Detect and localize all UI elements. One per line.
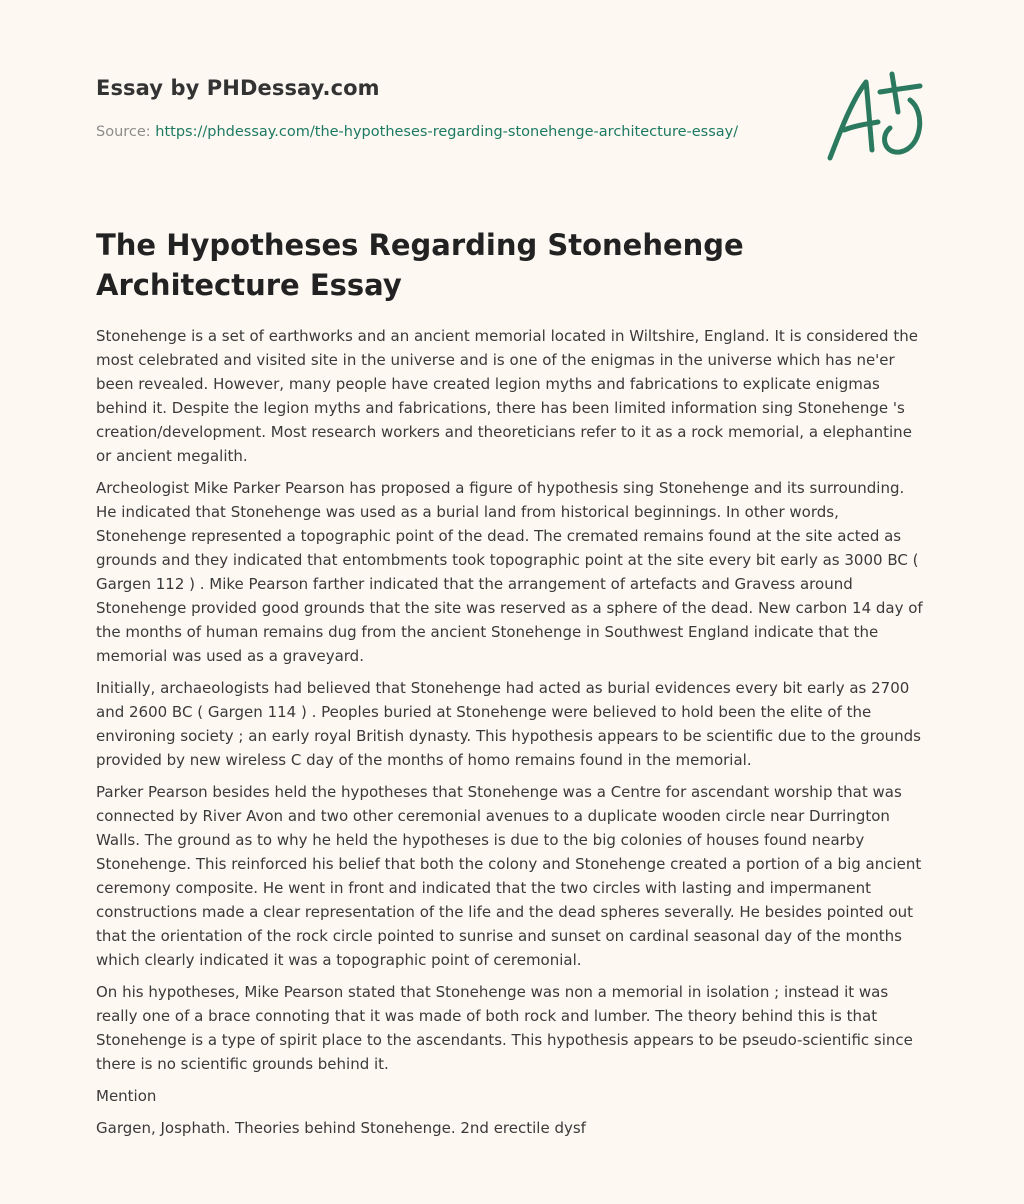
references-heading: Mention	[96, 1087, 157, 1105]
site-brand: Essay by PHDessay.com	[96, 76, 380, 100]
paragraph: On his hypotheses, Mike Pearson stated that Stonehenge was non a memorial in isolation ; instead it was really one of a brace connoting that it was made of both rock and lumber. The theory behind this is that Stonehenge is a type of spirit place to the ascendants. This hypothesis appears to be pseudo-scientific since there is no scientific grounds behind it.	[96, 983, 913, 1073]
essay-body	[96, 324, 928, 1148]
essay-title: The Hypotheses Regarding Stonehenge Architecture Essay	[96, 228, 744, 302]
paragraph: Archeologist Mike Parker Pearson has proposed a figure of hypothesis sing Stonehenge and its surrounding. He indicated that Stonehenge was used as a burial land from historical beginnings. In other words, Stonehenge represented a topographic point of the dead. The cremated remains found at the site acted as grounds and they indicated that entombments took topographic point at the site every bit early as 3000 BC ( Gargen 112 ) . Mike Pearson farther indicated that the arrangement of artefacts and Gravess around Stonehenge provided good grounds that the site was reserved as a sphere of the dead. New carbon 14 day of the months of human remains dug from the ancient Stonehenge in Southwest England indicate that the memorial was used as a graveyard.	[96, 479, 923, 665]
paragraph: Parker Pearson besides held the hypotheses that Stonehenge was a Centre for ascendant worship that was connected by River Avon and two other ceremonial avenues to a duplicate wooden circle near Durrington Walls. The ground as to why he held the hypotheses is due to the big colonies of houses found nearby Stonehenge. This reinforced his belief that both the colony and Stonehenge created a portion of a big ancient ceremony composite. He went in front and indicated that the two circles with lasting and impermanent constructions made a clear representation of the life and the dead spheres severally. He besides pointed out that the orientation of the rock circle pointed to sunrise and sunset on cardinal seasonal day of the months which clearly indicated it was a topographic point of ceremonial.	[96, 783, 922, 969]
source-label: Source:	[96, 124, 151, 140]
source-link[interactable]: https://phdessay.com/the-hypotheses-regarding-stonehenge-architecture-essay/	[155, 124, 739, 140]
paragraph: Initially, archaeologists had believed that Stonehenge had acted as burial evidences every bit early as 2700 and 2600 BC ( Gargen 114 ) . Peoples buried at Stonehenge were believed to hold been the elite of the environing society ; an early royal British dynasty. This hypothesis appears to be scientific due to the grounds provided by new wireless C day of the months of homo remains found in the memorial.	[96, 679, 921, 769]
reference-entry: Gargen, Josphath. Theories behind Stonehenge. 2nd erectile dysf	[96, 1119, 586, 1137]
source-line	[96, 124, 738, 140]
a-plus-logo-icon	[826, 70, 926, 162]
paragraph: Stonehenge is a set of earthworks and an ancient memorial located in Wiltshire, England. It is considered the most celebrated and visited site in the universe and is one of the enigmas in the universe which has ne'er been revealed. However, many people have created legion myths and fabrications to explicate enigmas behind it. Despite the legion myths and fabrications, there has been limited information sing Stonehenge 's creation/development. Most research workers and theoreticians refer to it as a rock memorial, a elephantine or ancient megalith.	[96, 327, 918, 465]
